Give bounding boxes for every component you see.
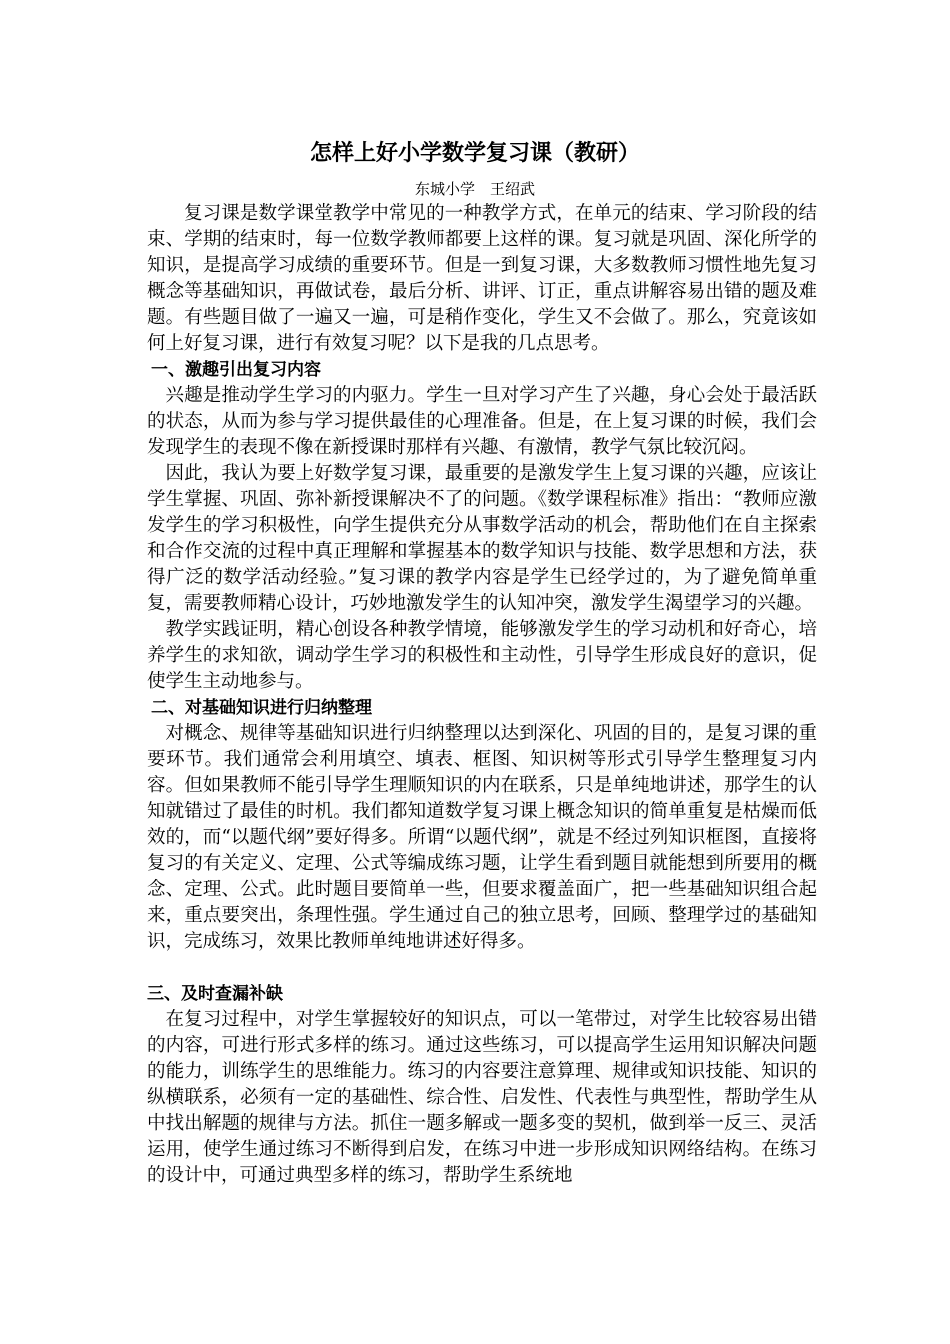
section-3-paragraph-1: 在复习过程中，对学生掌握较好的知识点，可以一笔带过，对学生比较容易出错的内容，可进行形式多样的练习。通过这些练习，可以提高学生运用知识解决问题的能力，训练学生的思维能力。练习的内容要注意算理、规律或知识技能、知识的纵横联系，必须有一定的基础性、综合性、启发性、代表性与典型性，帮助学生从中找出解题的规律与方法。抓住一题多解或一题多变的契机，做到举一反三、灵活运用，使学生通过练习不断得到启发，在练习中进一步形成知识网络结构。在练习的设计中，可通过典型多样的练习，帮助学生系统地: [147, 1009, 817, 1186]
section-2-paragraph-1: 对概念、规律等基础知识进行归纳整理以达到深化、巩固的目的，是复习课的重要环节。我们通常会利用填空、填表、框图、知识树等形式引导学生整理复习内容。但如果教师不能引导学生理顺知识的内在联系，只是单纯地讲述，那学生的认知就错过了最佳的时机。我们都知道数学复习课上概念知识的简单重复是枯燥而低效的，而“以题代纲”要好得多。所谓“以题代纲”，就是不经过列知识框图，直接将复习的有关定义、定理、公式等编成练习题，让学生看到题目就能想到所要用的概念、定理、公式。此时题目要简单一些，但要求覆盖面广，把一些基础知识组合起来，重点要突出，条理性强。学生通过自己的独立思考，回顾、整理学过的基础知识，完成练习，效果比教师单纯地讲述好得多。: [147, 723, 817, 952]
document-body: [147, 201, 817, 1189]
section-3-heading: 三、及时查漏补缺: [147, 984, 283, 1004]
section-1-heading: 一、激趣引出复习内容: [151, 360, 321, 380]
section-1-paragraph-2: 因此，我认为要上好数学复习课，最重要的是激发学生上复习课的兴趣，应该让学生掌握、巩固、弥补新授课解决不了的问题。《数学课程标准》指出：“教师应激发学生的学习积极性，向学生提供充分从事数学活动的机会，帮助他们在自主探索和合作交流的过程中真正理解和掌握基本的数学知识与技能、数学思想和方法，获得广泛的数学活动经验。”复习课的教学内容是学生已经学过的，为了避免简单重复，需要教师精心设计，巧妙地激发学生的认知冲突，激发学生渴望学习的兴趣。: [147, 463, 817, 614]
section-1-paragraph-1: 兴趣是推动学生学习的内驱力。学生一旦对学习产生了兴趣，身心会处于最活跃的状态，从而为参与学习提供最佳的心理准备。但是，在上复习课的时候，我们会发现学生的表现不像在新授课时那样有兴趣、有激情，教学气氛比较沉闷。: [147, 385, 817, 458]
author-byline: 东城小学 王绍武: [414, 180, 535, 198]
intro-paragraph: 复习课是数学课堂教学中常见的一种教学方式，在单元的结束、学习阶段的结束、学期的结束时，每一位数学教师都要上这样的课。复习就是巩固、深化所学的知识，是提高学习成绩的重要环节。但是一到复习课，大多数教师习惯性地先复习概念等基础知识，再做试卷，最后分析、讲评、订正，重点讲解容易出错的题及难题。有些题目做了一遍又一遍，可是稍作变化，学生又不会做了。那么，究竟该如何上好复习课，进行有效复习呢？以下是我的几点思考。: [147, 203, 817, 354]
document-title: 怎样上好小学数学复习课（教研）: [309, 141, 640, 166]
section-1-paragraph-3: 教学实践证明，精心创设各种教学情境，能够激发学生的学习动机和好奇心，培养学生的求知欲，调动学生学习的积极性和主动性，引导学生形成良好的意识，促使学生主动地参与。: [147, 619, 817, 692]
section-2-heading: 二、对基础知识进行归纳整理: [151, 698, 372, 718]
section-spacer: [147, 955, 817, 981]
